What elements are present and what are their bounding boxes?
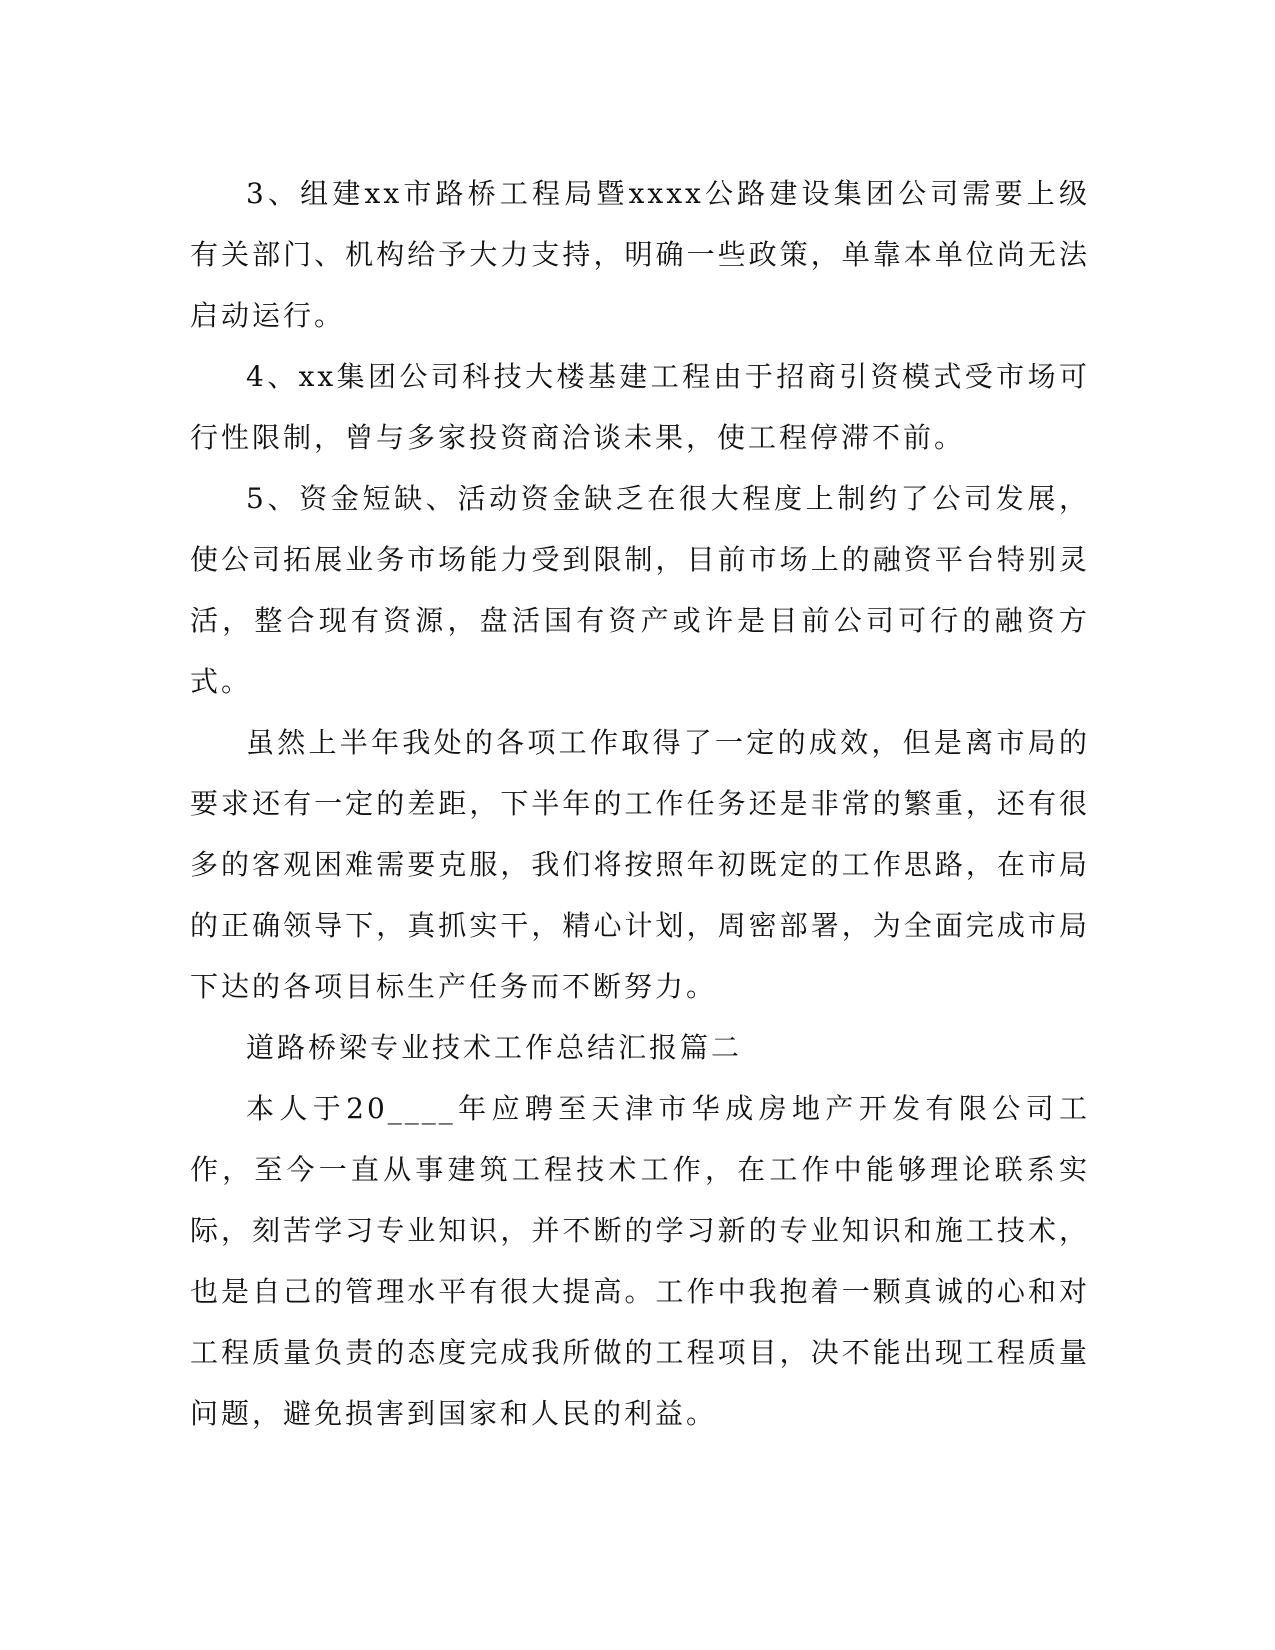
document-body	[190, 163, 1090, 1444]
paragraph-item-5: 5、资金短缺、活动资金缺乏在很大程度上制约了公司发展，使公司拓展业务市场能力受到限制，目前市场上的融资平台特别灵活，整合现有资源，盘活国有资产或许是目前公司可行的融资方式。	[190, 482, 1090, 698]
paragraph-intro: 本人于20____年应聘至天津市华成房地产开发有限公司工作，至今一直从事建筑工程技术工作，在工作中能够理论联系实际，刻苦学习专业知识，并不断的学习新的专业知识和施工技术，也是自己的管理水平有很大提高。工作中我抱着一颗真诚的心和对工程质量负责的态度完成我所做的工程项目，决不能出现工程质量问题，避免损害到国家和人民的利益。	[190, 1092, 1090, 1430]
section-heading: 道路桥梁专业技术工作总结汇报篇二	[246, 1031, 743, 1064]
paragraph-item-3: 3、组建xx市路桥工程局暨xxxx公路建设集团公司需要上级有关部门、机构给予大力支持，明确一些政策，单靠本单位尚无法启动运行。	[190, 177, 1090, 332]
paragraph-item-4: 4、xx集团公司科技大楼基建工程由于招商引资模式受市场可行性限制，曾与多家投资商洽谈未果，使工程停滞不前。	[190, 360, 1090, 454]
paragraph-summary: 虽然上半年我处的各项工作取得了一定的成效，但是离市局的要求还有一定的差距，下半年的工作任务还是非常的繁重，还有很多的客观困难需要克服，我们将按照年初既定的工作思路，在市局的正确领导下，真抓实干，精心计划，周密部署，为全面完成市局下达的各项目标生产任务而不断努力。	[190, 726, 1090, 1003]
